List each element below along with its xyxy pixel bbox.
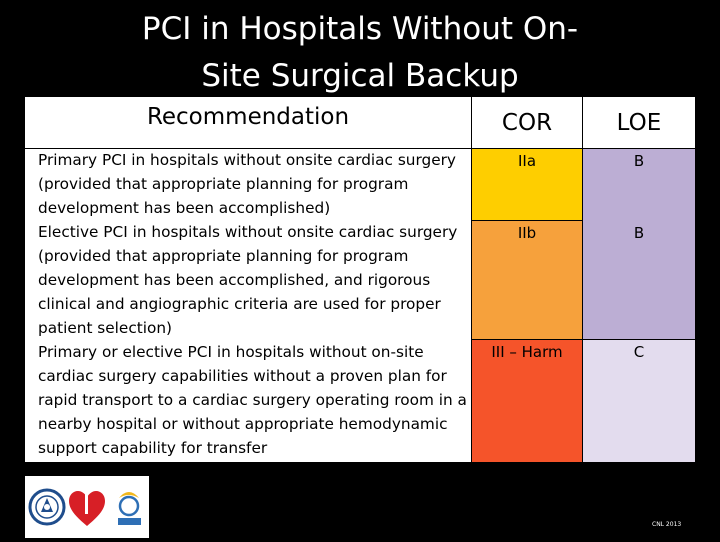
loe-cell-b xyxy=(583,149,695,339)
loe-value-1: B xyxy=(633,152,645,170)
cor-cell-2: IIb xyxy=(472,221,582,339)
header-cor: COR xyxy=(472,97,582,148)
loe-cell-c: C xyxy=(583,340,695,462)
footer-credit: CNL 2013 xyxy=(652,521,682,528)
recommendation-1: Primary PCI in hospitals without onsite cardiac surgery (provided that appropriate planning for program development has been accomplished) xyxy=(38,151,456,217)
loe-value-2: B xyxy=(633,224,645,242)
recommendation-column xyxy=(25,149,471,462)
cor-cell-3: III – Harm xyxy=(472,340,582,462)
aha-heart-icon xyxy=(69,486,105,526)
title-line-1: PCI in Hospitals Without On- xyxy=(141,11,579,47)
header-recommendation: Recommendation xyxy=(25,97,471,148)
recommendation-table xyxy=(25,97,695,462)
title-line-2: Site Surgical Backup xyxy=(201,58,519,94)
header-loe: LOE xyxy=(583,97,695,148)
cor-cell-1: IIa xyxy=(472,149,582,220)
scai-logo-icon xyxy=(118,492,141,525)
recommendation-3: Primary or elective PCI in hospitals without on-site cardiac surgery capabilities without a proven plan for rapid transport to a cardiac surgery operating room in a nearby hospital or without appropriate hemodynamic support capability for transfer xyxy=(38,343,467,457)
logos-svg xyxy=(25,476,149,538)
slide-title xyxy=(100,6,620,100)
acc-seal-icon xyxy=(30,490,64,524)
recommendation-2: Elective PCI in hospitals without onsite cardiac surgery (provided that appropriate planning for program development has been accomplished, and rigorous clinical and angiographic criteria are used for proper patient selection) xyxy=(38,223,458,337)
society-logos xyxy=(25,476,149,538)
